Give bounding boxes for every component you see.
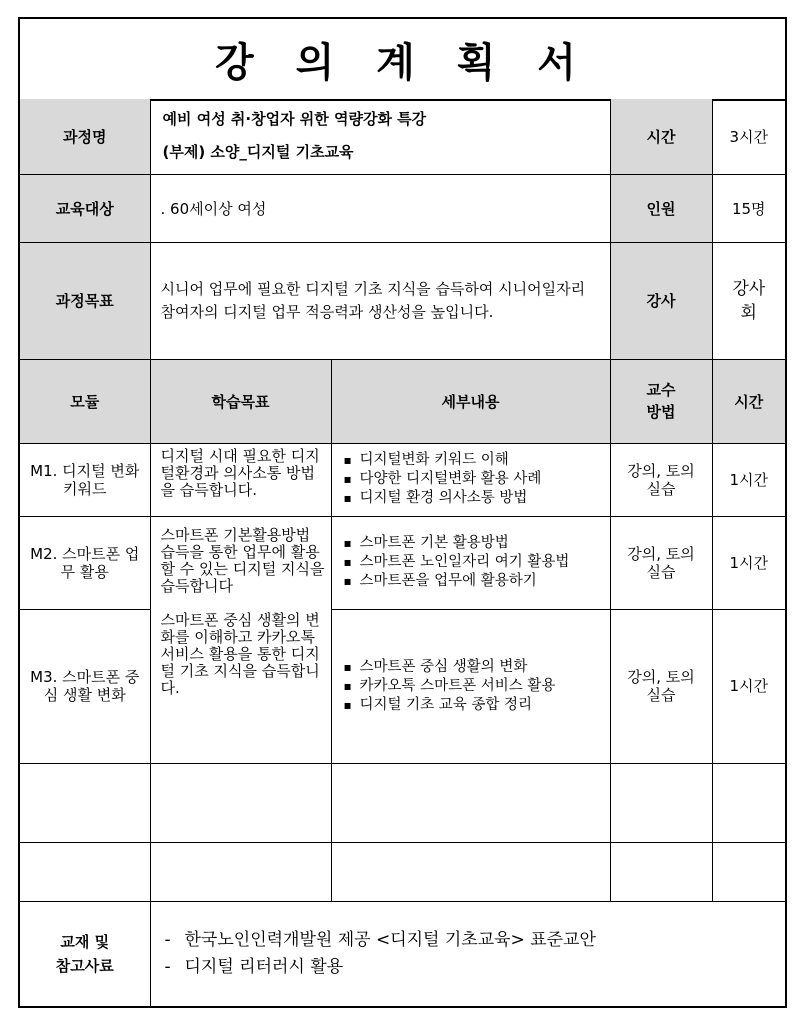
goal-row — [20, 242, 785, 359]
goal-label: 과정목표 — [20, 242, 150, 359]
lecture-plan-sheet — [18, 17, 787, 1008]
lecture-plan-table — [20, 99, 785, 1006]
empty-cell — [331, 842, 610, 901]
reference-item: - 한국노인인력개발원 제공 <디지털 기초교육> 표준교안 — [164, 929, 596, 950]
detail-item: ▪ 스마트폰을 업무에 활용하기 — [360, 572, 602, 591]
method-m2: 강의, 토의 실습 — [610, 516, 712, 609]
empty-cell — [610, 763, 712, 842]
empty-cell — [712, 763, 785, 842]
module-row-m1 — [20, 443, 785, 516]
detail-item: ▪ 다양한 디지털변화 활용 사례 — [360, 470, 602, 489]
module-header: 모듈 — [20, 359, 150, 443]
time-header: 시간 — [712, 359, 785, 443]
empty-cell — [331, 763, 610, 842]
module-name-m1: M1. 디지털 변화 키워드 — [20, 443, 150, 516]
empty-row — [20, 763, 785, 842]
instructor-label: 강사 — [610, 242, 712, 359]
detail-item: ▪ 디지털 기초 교육 종합 정리 — [360, 696, 602, 715]
details-m2 — [331, 516, 610, 609]
reference-text: 한국노인인력개발원 제공 <디지털 기초교육> 표준교안 — [184, 929, 596, 950]
empty-cell — [20, 842, 150, 901]
references-label — [20, 901, 150, 1006]
time-label: 시간 — [610, 99, 712, 174]
detail-item: ▪ 스마트폰 기본 활용방법 — [360, 534, 602, 553]
target-label: 교육대상 — [20, 174, 150, 242]
module-name-m2: M2. 스마트폰 업무 활용 — [20, 516, 150, 609]
method-header: 교수방법 — [610, 359, 712, 443]
empty-cell — [712, 842, 785, 901]
references-row — [20, 901, 785, 1006]
module-header-row — [20, 359, 785, 443]
document-title: 강 의 계 획 서 — [20, 19, 785, 101]
reference-item: - 디지털 리터러시 활용 — [164, 956, 344, 977]
empty-cell — [610, 842, 712, 901]
time-m1: 1시간 — [712, 443, 785, 516]
references-list — [150, 901, 785, 1006]
objective-m1: 디지털 시대 필요한 디지털환경과 의사소통 방법을 습득합니다. — [150, 443, 331, 516]
empty-cell — [150, 763, 331, 842]
time-m3: 1시간 — [712, 609, 785, 763]
time-value: 3시간 — [712, 99, 785, 174]
course-row — [20, 99, 785, 174]
course-name-line2: (부제) 소양_디지털 기초교육 — [162, 143, 354, 162]
references-label-line1: 교재 및 — [60, 932, 110, 951]
people-value: 15명 — [712, 174, 785, 242]
details-m1 — [331, 443, 610, 516]
time-m2: 1시간 — [712, 516, 785, 609]
objective-m2: 스마트폰 기본활용방법 습득을 통한 업무에 활용할 수 있는 디지털 지식을 습득합니다 — [160, 525, 325, 595]
objective-header: 학습목표 — [150, 359, 331, 443]
objective-m3: 스마트폰 중심 생활의 변화를 이해하고 카카오톡 서비스 활용을 통한 디지털 기초 지식을 습득합니다. — [160, 610, 320, 697]
instructor-value: 강사회 — [712, 242, 785, 359]
method-m3: 강의, 토의 실습 — [610, 609, 712, 763]
detail-item: ▪ 카카오톡 스마트폰 서비스 활용 — [360, 677, 602, 696]
empty-cell — [20, 763, 150, 842]
module-row-m2 — [20, 516, 785, 609]
detail-item: ▪ 스마트폰 노인일자리 여기 활용법 — [360, 553, 602, 572]
detail-item: ▪ 스마트폰 중심 생활의 변화 — [360, 658, 602, 677]
people-label: 인원 — [610, 174, 712, 242]
course-label: 과정명 — [20, 99, 150, 174]
details-m3 — [331, 609, 610, 763]
module-name-m3: M3. 스마트폰 중심 생활 변화 — [20, 609, 150, 763]
method-m1: 강의, 토의 실습 — [610, 443, 712, 516]
detail-item: ▪ 디지털 환경 의사소통 방법 — [360, 489, 602, 508]
detail-item: ▪ 디지털변화 키워드 이해 — [360, 451, 602, 470]
goal-value: 시니어 업무에 필요한 디지털 기초 지식을 습득하여 시니어일자리 참여자의 디지털 업무 적응력과 생산성을 높입니다. — [150, 242, 610, 359]
objective-m2-m3 — [150, 516, 331, 763]
empty-row — [20, 842, 785, 901]
references-label-line2: 참고사료 — [55, 956, 114, 975]
details-header: 세부내용 — [331, 359, 610, 443]
empty-cell — [150, 842, 331, 901]
course-name-line1: 예비 여성 취·창업자 위한 역량강화 특강 — [162, 110, 427, 129]
course-name — [150, 99, 610, 174]
module-row-m3 — [20, 609, 785, 763]
target-row — [20, 174, 785, 242]
reference-text: 디지털 리터러시 활용 — [184, 956, 344, 977]
target-value: . 60세이상 여성 — [150, 174, 610, 242]
